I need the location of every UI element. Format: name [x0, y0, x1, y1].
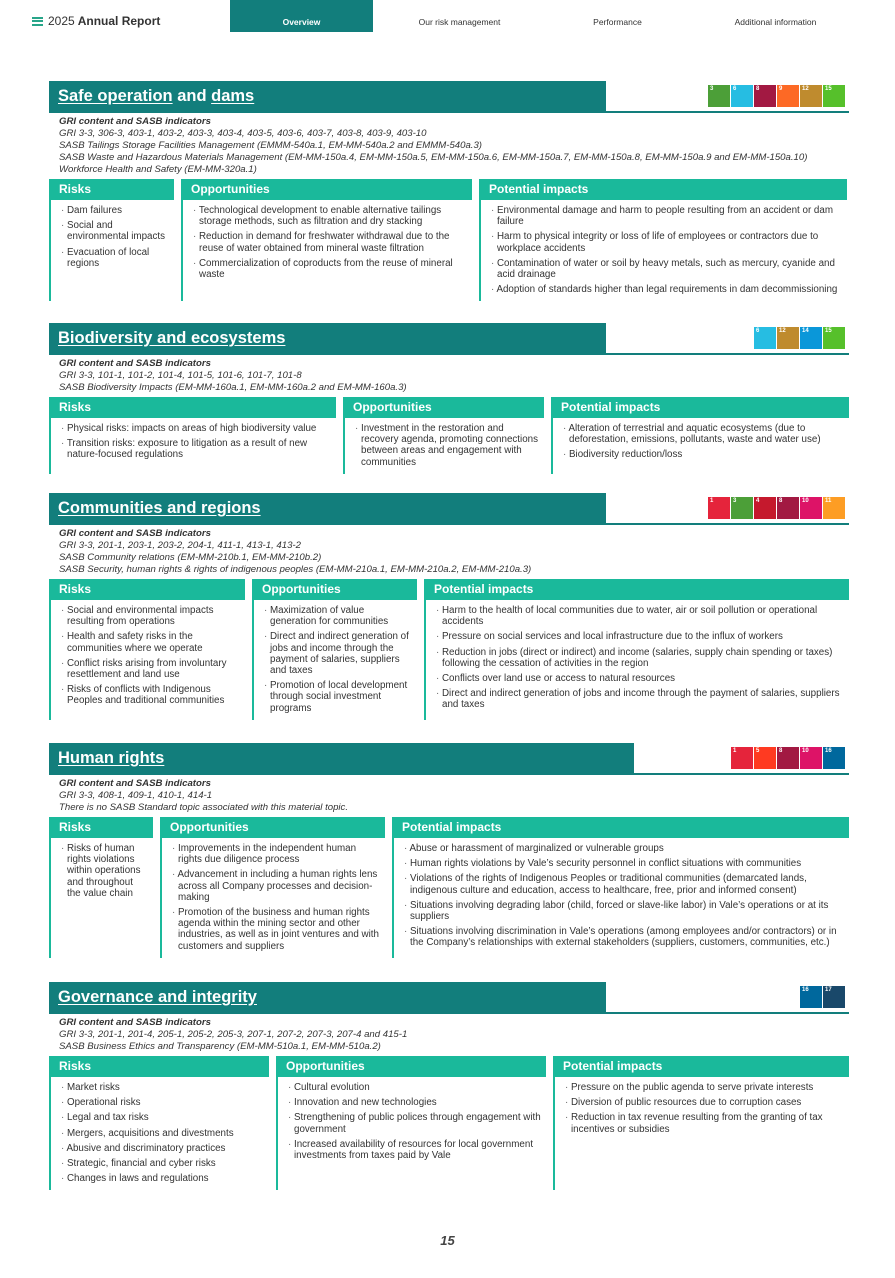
list-item: · Strengthening of public polices through engagement with government [288, 1112, 542, 1134]
gri-line: GRI 3-3, 101-1, 101-2, 101-4, 101-5, 101-6, 101-7, 101-8 [59, 370, 302, 381]
section-title: Safe operation and dams [49, 81, 606, 112]
tab-overview[interactable]: Overview [230, 0, 373, 32]
gri-block: GRI content and SASB indicators GRI 3-3, 306-3, 403-1, 403-2, 403-3, 403-4, 403-5, 403-6, 403-7, 403-8, 403-9, 403-10 SASB Tailings Storage Facilities Management (EMMM-540a.1, EM-MM-540a.2 and EMMM-540a.3) SASB Waste and Hazardous Materials Management (EM-MM-150a.4, EM-MM-150a.5, EM-MM-150a.6, EM-MM-150a.7, EM-MM-150a.8, EM-MM-150a.9 and EM-MM-150a.10) Workforce Health and Safety (EM-MM-320a.1) [49, 112, 849, 176]
gri-line: SASB Waste and Hazardous Materials Management (EM-MM-150a.4, EM-MM-150a.5, EM-MM-150a.6, EM-MM-150a.7, EM-MM-150a.8, EM-MM-150a.9 and EM-MM-150a.10) [59, 152, 808, 163]
sdg-6-water-drop-icon [731, 85, 753, 107]
report-title: Annual Report [77, 14, 161, 28]
gri-line: SASB Tailings Storage Facilities Management (EMMM-540a.1, EM-MM-540a.2 and EMMM-540a.3) [59, 140, 483, 151]
section-safe-operation [49, 81, 849, 301]
section-title [49, 493, 606, 524]
list-item: · Risks of conflicts with Indigenous Peoples and traditional communities [61, 684, 241, 706]
sdg-icons [708, 497, 845, 519]
divider [49, 523, 849, 525]
impacts-column [479, 179, 847, 301]
sdg-9-industry-icon [777, 85, 799, 107]
impacts-header: Potential impacts [481, 179, 847, 200]
tab-risk-management[interactable]: Our risk management [418, 17, 501, 27]
risks-header: Risks [51, 1056, 269, 1077]
columns [49, 397, 849, 474]
list-item: · Pressure on the public agenda to serve private interests [565, 1082, 845, 1093]
opportunities-column [276, 1056, 546, 1190]
list-item: · Investment in the restoration and recovery agenda, promoting connections between areas and engagement with communities [355, 423, 540, 468]
list-item: · Technological development to enable alternative tailings storage methods, such as filtration and dry stacking [193, 205, 468, 227]
gri-line: GRI 3-3, 408-1, 409-1, 410-1, 414-1 [59, 790, 213, 801]
section-title [49, 743, 634, 774]
title-link-dams[interactable]: dams [211, 87, 255, 105]
gri-block: GRI content and SASB indicators GRI 3-3, 201-1, 201-4, 205-1, 205-2, 205-3, 207-1, 207-2, 207-3, 207-4 and 415-1 SASB Business Ethics and Transparency (EM-MM-510a.1, EM-MM-510a.2) [49, 1013, 849, 1053]
top-navigation [0, 0, 895, 32]
list-item: · Reduction in jobs (direct or indirect) and income (salaries, supply chain spending or taxes) following the cessation of activities in the region [436, 647, 845, 669]
risks-column [49, 1056, 269, 1190]
risks-column [49, 179, 174, 301]
menu-icon[interactable] [32, 17, 43, 26]
impacts-column [551, 397, 849, 474]
list-item: · Pressure on social services and local infrastructure due to the influx of workers [436, 631, 845, 642]
columns [49, 179, 849, 301]
list-item: · Mergers, acquisitions and divestments [61, 1128, 265, 1139]
sdg-17-partnership-icon [823, 986, 845, 1008]
section-title [49, 982, 606, 1013]
sdg-10-equal-icon [800, 747, 822, 769]
sdg-3-heartbeat-icon [708, 85, 730, 107]
sdg-3-heartbeat-icon [731, 497, 753, 519]
section-governance [49, 982, 849, 1190]
list-item: · Reduction in tax revenue resulting from the granting of tax incentives or subsidies [565, 1112, 845, 1134]
list-item: · Physical risks: impacts on areas of high biodiversity value [61, 423, 332, 434]
list-item: · Transition risks: exposure to litigation as a result of new nature-focused regulations [61, 438, 332, 460]
impacts-header: Potential impacts [394, 817, 849, 838]
section-biodiversity [49, 323, 849, 474]
list-item: · Biodiversity reduction/loss [563, 449, 845, 460]
title-link-human-rights[interactable]: Human rights [58, 749, 165, 767]
list-item: · Conflict risks arising from involuntary resettlement and land use [61, 658, 241, 680]
risks-header: Risks [51, 579, 245, 600]
gri-block: GRI content and SASB indicators GRI 3-3, 101-1, 101-2, 101-4, 101-5, 101-6, 101-7, 101-8 SASB Biodiversity Impacts (EM-MM-160a.1, EM-MM-160a.2 and EM-MM-160a.3) [49, 354, 849, 394]
sdg-15-tree-icon [823, 327, 845, 349]
section-header [49, 323, 849, 354]
opportunities-header: Opportunities [278, 1056, 546, 1077]
opportunities-header: Opportunities [183, 179, 472, 200]
sdg-icons [731, 747, 845, 769]
sdg-12-infinity-icon [800, 85, 822, 107]
list-item: · Cultural evolution [288, 1082, 542, 1093]
sdg-15-tree-icon [823, 85, 845, 107]
sdg-4-book-icon [754, 497, 776, 519]
gri-block: GRI content and SASB indicators GRI 3-3, 201-1, 203-1, 203-2, 204-1, 411-1, 413-1, 413-2 SASB Community relations (EM-MM-210b.1, EM-MM-210b.2) SASB Security, human rights & rights of indigenous peoples (EM-MM-210a.1, EM-MM-210a.2, EM-MM-210a.3) [49, 524, 849, 576]
list-item: · Harm to the health of local communities due to water, air or soil pollution or operational accidents [436, 605, 845, 627]
opportunities-column [252, 579, 417, 720]
gri-line: There is no SASB Standard topic associated with this material topic. [59, 802, 349, 813]
list-item: · Contamination of water or soil by heavy metals, such as mercury, cyanide and acid drainage [491, 258, 843, 280]
list-item: · Strategic, financial and cyber risks [61, 1158, 265, 1169]
list-item: · Harm to physical integrity or loss of life of employees or contractors due to workplace accidents [491, 231, 843, 253]
sdg-icons [708, 85, 845, 107]
impacts-column [392, 817, 849, 958]
list-item: · Advancement in including a human rights lens across all Company processes and decision-making [172, 869, 381, 903]
opportunities-column [343, 397, 544, 474]
impacts-column [553, 1056, 849, 1190]
list-item: · Diversion of public resources due to corruption cases [565, 1097, 845, 1108]
sdg-icons [800, 986, 845, 1008]
tab-performance[interactable]: Performance [593, 17, 642, 27]
list-item: · Human rights violations by Vale’s security personnel in conflict situations with communities [404, 858, 845, 869]
list-item: · Direct and indirect generation of jobs and income through the payment of salaries, suppliers and taxes [264, 631, 413, 676]
list-item: · Operational risks [61, 1097, 265, 1108]
sdg-8-growth-chart-icon [777, 497, 799, 519]
sdg-16-dove-icon [823, 747, 845, 769]
impacts-header: Potential impacts [555, 1056, 849, 1077]
tab-additional-information[interactable]: Additional information [734, 17, 817, 27]
brand [32, 14, 160, 28]
gri-line: SASB Biodiversity Impacts (EM-MM-160a.1, EM-MM-160a.2 and EM-MM-160a.3) [59, 382, 407, 393]
divider [49, 353, 849, 355]
list-item: · Situations involving degrading labor (child, forced or slave-like labor) in Vale’s operations or at its suppliers [404, 900, 845, 922]
columns [49, 817, 849, 958]
list-item: · Legal and tax risks [61, 1112, 265, 1123]
list-item: · Social and environmental impacts resulting from operations [61, 605, 241, 627]
list-item: · Promotion of local development through social investment programs [264, 680, 413, 714]
title-link-safe-operation[interactable]: Safe operation [58, 87, 173, 105]
title-link-biodiversity[interactable]: Biodiversity and ecosystems [58, 329, 286, 347]
section-communities [49, 493, 849, 720]
sdg-6-water-drop-icon [754, 327, 776, 349]
risks-header: Risks [51, 817, 153, 838]
impacts-header: Potential impacts [426, 579, 849, 600]
list-item: · Increased availability of resources for local government investments from taxes paid by Vale [288, 1139, 542, 1161]
gri-line: SASB Business Ethics and Transparency (EM-MM-510a.1, EM-MM-510a.2) [59, 1041, 381, 1052]
section-title [49, 323, 606, 354]
sdg-5-gender-icon [754, 747, 776, 769]
list-item: · Situations involving discrimination in Vale’s operations (among employees and/or contractors) or in the Company’s relationships with external stakeholders (suppliers, customers, communities, etc.) [404, 926, 845, 948]
list-item: · Improvements in the independent human rights due diligence process [172, 843, 381, 865]
impacts-column [424, 579, 849, 720]
list-item: · Promotion of the business and human rights agenda within the mining sector and other industries, as well as in joint ventures and with customers and suppliers [172, 907, 381, 952]
list-item: · Conflicts over land use or access to natural resources [436, 673, 845, 684]
list-item: · Commercialization of coproducts from the reuse of mineral waste [193, 258, 468, 280]
section-header [49, 493, 849, 524]
impacts-header: Potential impacts [553, 397, 849, 418]
list-item: · Health and safety risks in the communities where we operate [61, 631, 241, 653]
gri-line: Workforce Health and Safety (EM-MM-320a.1) [59, 164, 257, 175]
list-item: · Social and environmental impacts [61, 220, 170, 242]
sdg-8-growth-chart-icon [754, 85, 776, 107]
list-item: · Violations of the rights of Indigenous Peoples or traditional communities (demarcated lands, indigenous culture and education, access to healthcare, free, prior and informed consent) [404, 873, 845, 895]
risks-column [49, 397, 336, 474]
page-number: 15 [440, 1233, 455, 1248]
report-year: 2025 [48, 14, 75, 28]
risks-header: Risks [51, 179, 174, 200]
gri-line: SASB Community relations (EM-MM-210b.1, EM-MM-210b.2) [59, 552, 322, 563]
list-item: · Maximization of value generation for communities [264, 605, 413, 627]
columns [49, 579, 849, 720]
sdg-12-infinity-icon [777, 327, 799, 349]
list-item: · Abusive and discriminatory practices [61, 1143, 265, 1154]
section-human-rights [49, 743, 849, 958]
list-item: · Adoption of standards higher than legal requirements in dam decommissioning [491, 284, 843, 295]
gri-line: GRI 3-3, 201-1, 201-4, 205-1, 205-2, 205-3, 207-1, 207-2, 207-3, 207-4 and 415-1 [59, 1029, 408, 1040]
divider [49, 111, 849, 113]
list-item: · Innovation and new technologies [288, 1097, 542, 1108]
list-item: · Evacuation of local regions [61, 247, 170, 269]
sdg-16-dove-icon [800, 986, 822, 1008]
list-item: · Abuse or harassment of marginalized or vulnerable groups [404, 843, 845, 854]
columns [49, 1056, 849, 1190]
gri-line: GRI 3-3, 306-3, 403-1, 403-2, 403-3, 403-4, 403-5, 403-6, 403-7, 403-8, 403-9, 403-10 [59, 128, 427, 139]
opportunities-column [160, 817, 385, 958]
sdg-8-growth-chart-icon [777, 747, 799, 769]
risks-column [49, 817, 153, 958]
risks-header: Risks [51, 397, 336, 418]
list-item: · Risks of human rights violations within operations and throughout the value chain [61, 843, 149, 899]
title-link-governance[interactable]: Governance and integrity [58, 988, 257, 1006]
opportunities-header: Opportunities [254, 579, 417, 600]
title-link-communities[interactable]: Communities and regions [58, 499, 261, 517]
opportunities-header: Opportunities [162, 817, 385, 838]
list-item: · Market risks [61, 1082, 265, 1093]
divider [49, 1012, 849, 1014]
section-header [49, 81, 849, 112]
opportunities-column [181, 179, 472, 301]
list-item: · Changes in laws and regulations [61, 1173, 265, 1184]
list-item: · Environmental damage and harm to people resulting from an accident or dam failure [491, 205, 843, 227]
gri-line: GRI 3-3, 201-1, 203-1, 203-2, 204-1, 411-1, 413-1, 413-2 [59, 540, 301, 551]
list-item: · Reduction in demand for freshwater withdrawal due to the reuse of water obtained from mineral waste filtration [193, 231, 468, 253]
sdg-10-equal-icon [800, 497, 822, 519]
divider [49, 773, 849, 775]
sdg-1-people-icon [731, 747, 753, 769]
sdg-14-fish-icon [800, 327, 822, 349]
list-item: · Direct and indirect generation of jobs and income through the payment of salaries, suppliers and taxes [436, 688, 845, 710]
sdg-icons [754, 327, 845, 349]
sdg-11-city-icon [823, 497, 845, 519]
sdg-1-people-icon [708, 497, 730, 519]
section-header [49, 982, 849, 1013]
section-header [49, 743, 849, 774]
gri-block: GRI content and SASB indicators GRI 3-3, 408-1, 409-1, 410-1, 414-1 There is no SASB Standard topic associated with this material topic. [49, 774, 849, 814]
opportunities-header: Opportunities [345, 397, 544, 418]
list-item: · Dam failures [61, 205, 170, 216]
gri-line: SASB Security, human rights & rights of indigenous peoples (EM-MM-210a.1, EM-MM-210a.2, EM-MM-210a.3) [59, 564, 532, 575]
risks-column [49, 579, 245, 720]
list-item: · Alteration of terrestrial and aquatic ecosystems (due to deforestation, emissions, pollutants, waste and water use) [563, 423, 845, 445]
